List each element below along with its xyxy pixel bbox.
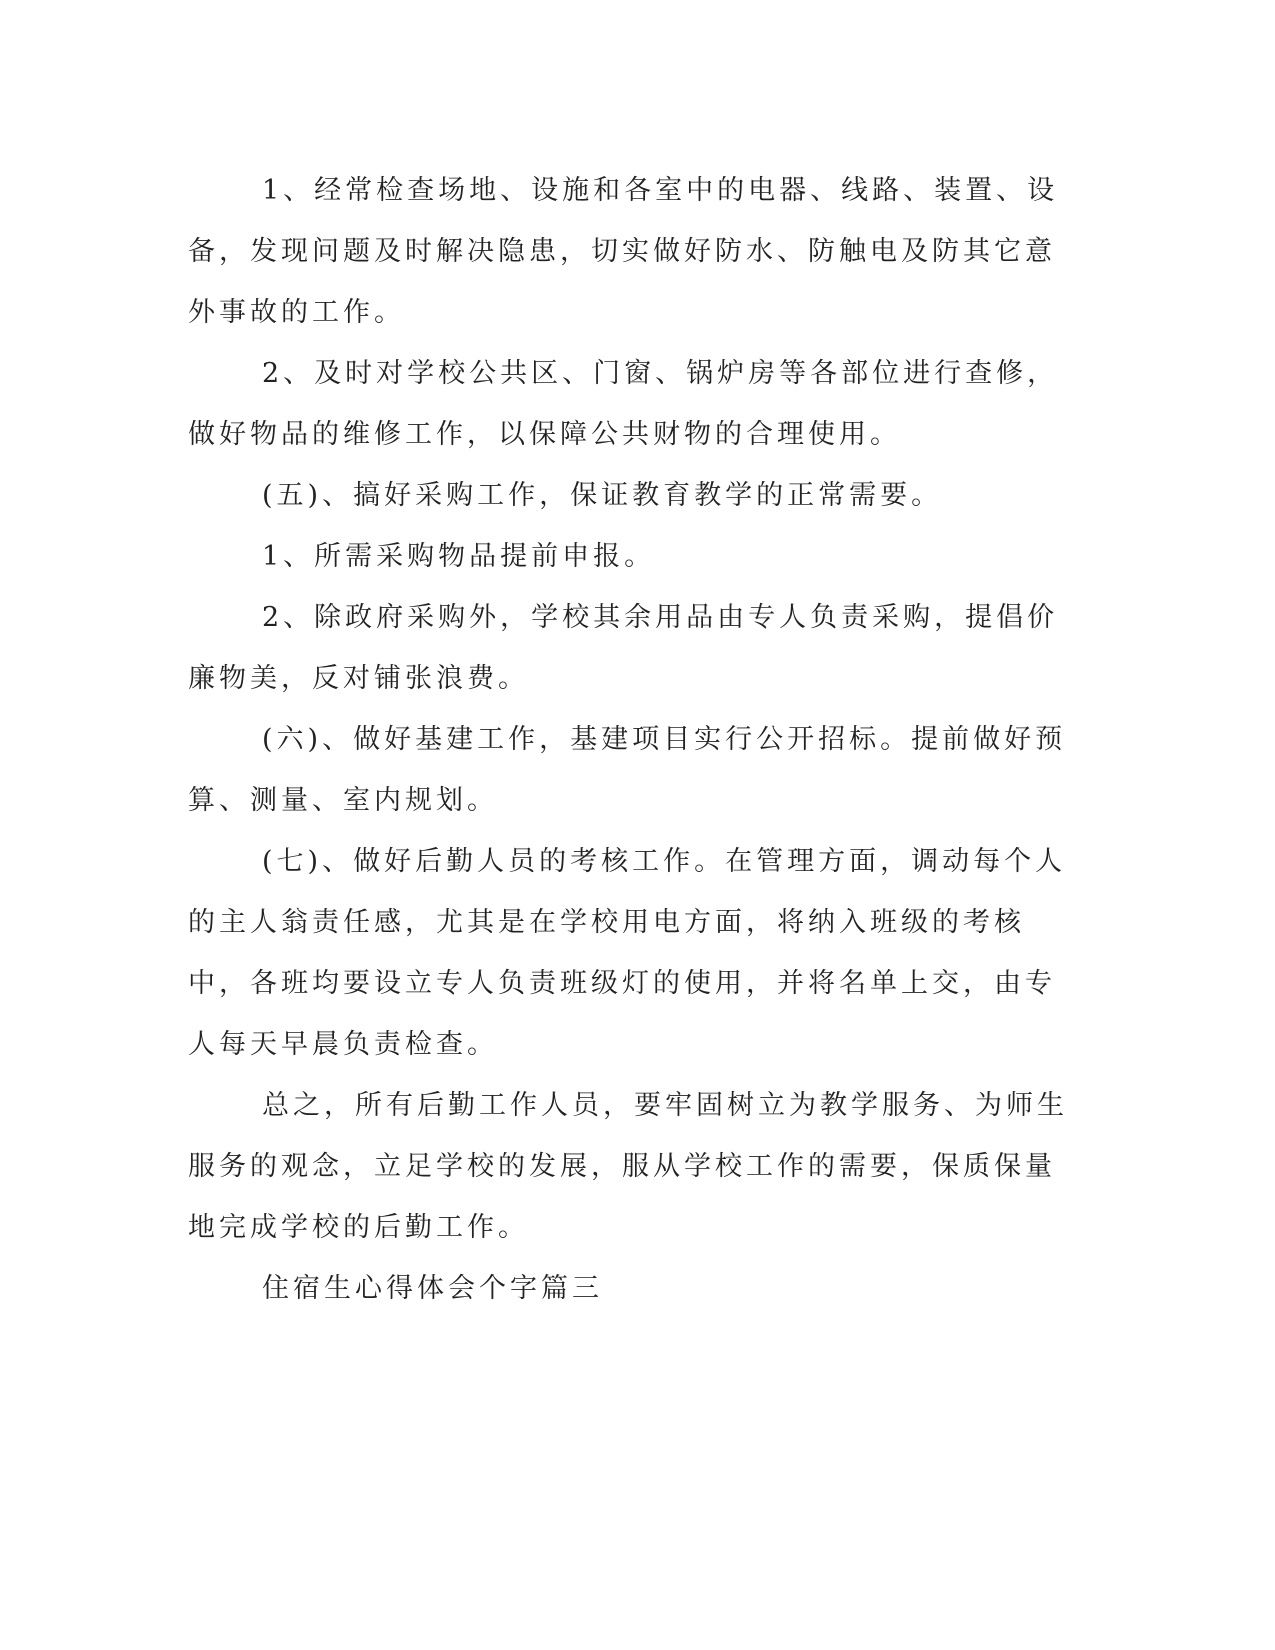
paragraph-procurement-heading: (五)、搞好采购工作，保证教育教学的正常需要。 [262, 480, 943, 511]
paragraph-assessment: (七)、做好后勤人员的考核工作。在管理方面，调动每个人的主人翁责任感，尤其是在学校用电方面，将纳入班级的考核中，各班均要设立专人负责班级灯的使用，并将名单上交，由专人每天早晨负责检查。 [188, 846, 1067, 1060]
paragraph-construction: (六)、做好基建工作，基建项目实行公开招标。提前做好预算、测量、室内规划。 [188, 724, 1067, 816]
document-body [188, 160, 1068, 1319]
paragraph-procurement-report: 1、所需采购物品提前申报。 [262, 541, 656, 572]
paragraph-procurement-rules: 2、除政府采购外，学校其余用品由专人负责采购，提倡价廉物美，反对铺张浪费。 [188, 602, 1059, 694]
paragraph-maintenance-check: 1、经常检查场地、设施和各室中的电器、线路、装置、设备，发现问题及时解决隐患，切实做好防水、防触电及防其它意外事故的工作。 [188, 175, 1059, 328]
paragraph-summary: 总之，所有后勤工作人员，要牢固树立为教学服务、为师生服务的观念，立足学校的发展，服从学校工作的需要，保质保量地完成学校的后勤工作。 [188, 1090, 1068, 1243]
section-heading: 住宿生心得体会个字篇三 [262, 1273, 603, 1304]
paragraph-repair: 2、及时对学校公共区、门窗、锅炉房等各部位进行查修，做好物品的维修工作，以保障公共财物的合理使用。 [188, 358, 1059, 450]
